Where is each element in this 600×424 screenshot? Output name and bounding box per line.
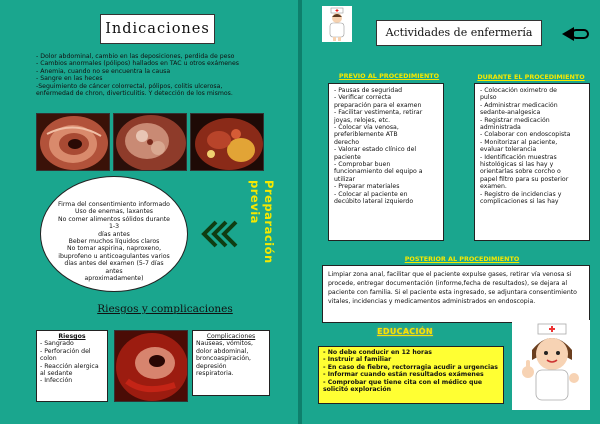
- after-text: Limpiar zona anal, facilitar que el paciente expulse gases, retirar vía venosa si procede, entregar documentación (informe,fecha de resultados), se dejara al paciente con familia. Si el paciente esta ingresado, se adjuntara consentimiento vitales, incidencias y medicamentos administrados en endoscopia.: [328, 271, 577, 305]
- complication-item: respiratoria.: [196, 370, 234, 378]
- bleeding-photo: [114, 330, 188, 402]
- during-item: orientarlas sobre corcho o: [480, 168, 561, 176]
- preparation-heading: Preparación previa: [248, 180, 276, 264]
- prep-line: Uso de enemas, laxantes: [74, 208, 154, 216]
- before-heading: PREVIO AL PROCEDIMIENTO: [338, 72, 440, 80]
- indication-item: enfermedad de chron, diverticulitis. Y detección de los mismos.: [36, 90, 233, 98]
- education-item: - Instruir al familiar: [323, 356, 392, 364]
- before-item: derecho: [334, 138, 360, 146]
- prep-line: No comer alimentos sólidos durante 1-3: [58, 215, 170, 231]
- before-box: [328, 83, 444, 241]
- indication-item: -Seguimiento de cáncer colorrectal, pólipos, colitis ulcerosa,: [36, 82, 223, 90]
- after-box: [322, 265, 590, 323]
- before-item: funcionamiento del equipo a: [334, 168, 423, 176]
- indication-item: - Cambios anormales (pólipos) hallados en TAC u otros exámenes: [36, 60, 239, 68]
- during-item: histológicas si las hay y: [480, 161, 554, 169]
- during-box: [474, 83, 590, 241]
- during-item: pulso: [480, 94, 497, 102]
- complication-item: broncoaspiración,: [196, 355, 252, 363]
- preparation-oval: [40, 176, 188, 292]
- prep-line: Firma del consentimiento informado: [58, 201, 170, 208]
- risk-item: colon: [40, 355, 57, 363]
- during-item: - Monitorizar al paciente,: [480, 138, 558, 146]
- before-item: joyas, relojes, etc.: [334, 116, 391, 124]
- education-item: - Comprobar que tiene cita con el médico que: [323, 378, 483, 386]
- during-item: - Identificación muestras: [480, 153, 557, 161]
- before-item: decúbito lateral izquierdo: [334, 198, 414, 206]
- risks-box: [36, 330, 108, 402]
- before-item: - Pausas de seguridad: [334, 87, 403, 94]
- risk-item: - Infección: [40, 377, 73, 385]
- risk-item: al sedante: [40, 370, 73, 378]
- colon-photo-3: [190, 113, 264, 171]
- during-item: complicaciones si las hay: [480, 198, 559, 206]
- complication-item: Nauseas, vómitos,: [196, 340, 253, 348]
- right-page: [300, 0, 600, 424]
- risk-item: - Perforación del: [40, 347, 91, 355]
- nursing-title: Actividades de enfermería: [376, 20, 542, 46]
- prep-line: días antes: [98, 230, 130, 238]
- complication-item: depresión: [196, 362, 227, 370]
- education-item: - Informar cuando están resultados exámenes: [323, 371, 484, 379]
- education-item: solicitó exploración: [323, 386, 391, 394]
- risk-item: - Reacción alergica: [40, 362, 99, 370]
- during-item: - Administrar medicación: [480, 101, 558, 109]
- nurse-illustration-icon: [512, 320, 590, 410]
- prep-line: Beber muchos líquidos claros: [68, 238, 160, 246]
- before-item: - Comprobar buen: [334, 161, 391, 169]
- during-heading: DURANTE EL PROCEDIMIENTO: [477, 73, 585, 81]
- colon-photo-2: [113, 113, 187, 171]
- during-item: - Registrar medicación: [480, 116, 550, 124]
- education-box: [318, 346, 504, 404]
- education-heading: EDUCACIÓN: [377, 327, 433, 336]
- before-item: utilizar: [334, 175, 356, 183]
- after-heading: POSTERIOR AL PROCEDIMIENTO: [404, 255, 520, 263]
- during-item: evaluar tolerancia: [480, 146, 537, 154]
- during-item: examen.: [480, 183, 507, 191]
- during-item: - Registro de incidencias y: [480, 190, 562, 198]
- prep-line: días antes del examen (5-7 días antes: [64, 260, 164, 275]
- during-item: papel filtro para su posterior: [480, 175, 569, 183]
- prep-line: aproximadamente): [84, 275, 144, 283]
- indications-list: [36, 53, 296, 97]
- education-item: - En caso de fiebre, rectorragia acudir a urgencias: [323, 363, 498, 371]
- before-item: - Colocar al paciente en: [334, 190, 408, 198]
- indications-title: Indicaciones: [100, 14, 215, 44]
- risks-title: Riesgos y complicaciones: [97, 303, 233, 315]
- prep-line: No tomar aspirina, naproxeno,: [66, 245, 162, 253]
- before-item: - Colocar vía venosa,: [334, 124, 399, 132]
- during-item: - Colocación oximetro de: [480, 87, 557, 94]
- complication-item: dolor abdominal,: [196, 347, 249, 355]
- prep-line: ibuprofeno u anticoagulantes varios: [58, 252, 170, 260]
- during-item: - Colaborar con endoscopista: [480, 131, 571, 139]
- before-item: - Valorar estado clínico del: [334, 146, 417, 154]
- before-item: - Facilitar vestimenta, retirar: [334, 109, 423, 117]
- risks-heading: Riesgos: [58, 333, 86, 340]
- colon-photo-1: [36, 113, 110, 171]
- before-item: preparación para el examen: [334, 101, 422, 109]
- before-item: preferiblemente ATB: [334, 131, 398, 139]
- education-item: - No debe conducir en 12 horas: [323, 349, 432, 356]
- double-chevron-icon: [200, 219, 240, 249]
- risk-item: - Sangrado: [40, 340, 74, 348]
- before-item: - Preparar materiales: [334, 183, 400, 191]
- indication-item: - Sangre en las heces: [36, 75, 103, 83]
- before-item: - Verificar correcta: [334, 94, 392, 102]
- arrow-left-icon: [560, 26, 590, 42]
- indication-item: - Dolor abdominal, cambio en las deposiciones, perdida de peso: [36, 53, 235, 60]
- nurse-icon: [322, 6, 352, 42]
- complications-heading: Complicaciones: [206, 333, 256, 340]
- complications-box: [192, 330, 270, 396]
- during-item: administrada: [480, 124, 521, 132]
- indication-item: - Anemia, cuando no se encuentra la causa: [36, 67, 171, 75]
- during-item: sedante-analgesica: [480, 109, 541, 117]
- before-item: paciente: [334, 153, 361, 161]
